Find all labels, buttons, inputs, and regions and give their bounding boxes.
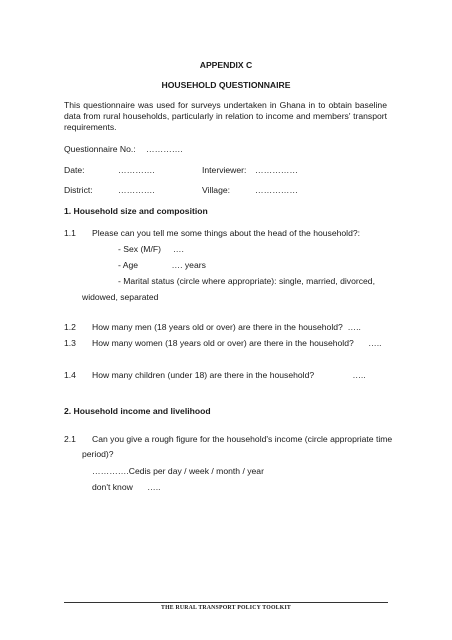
appendix-label: APPENDIX C [199, 60, 253, 70]
footer-rule [64, 602, 388, 603]
question-1-4-text: How many children (under 18) are there in the household? ….. [92, 370, 366, 380]
interviewer-label: Interviewer: [202, 165, 247, 175]
question-2-1-continuation: period)? [82, 449, 114, 459]
question-1-3-text: How many women (18 years old or over) are there in the household? ….. [92, 338, 382, 348]
marital-status-continuation: widowed, separated [82, 292, 159, 302]
question-2-1-text: Can you give a rough figure for the household's income (circle appropriate time [92, 434, 393, 444]
sex-item: - Sex (M/F) …. [118, 244, 184, 254]
page-title: HOUSEHOLD QUESTIONNAIRE [161, 80, 291, 90]
questionnaire-no-value: …………. [146, 144, 183, 154]
question-1-2-number: 1.2 [64, 322, 76, 332]
district-label: District: [64, 185, 93, 195]
age-item: - Age …. years [118, 260, 206, 270]
district-value: …………. [118, 185, 155, 195]
questionnaire-no-label: Questionnaire No.: [64, 144, 136, 154]
question-1-4-number: 1.4 [64, 370, 76, 380]
marital-status-item: - Marital status (circle where appropriate): single, married, divorced, [118, 276, 375, 286]
question-1-1-number: 1.1 [64, 228, 76, 238]
question-1-1-text: Please can you tell me some things about the head of the household?: [92, 228, 361, 238]
village-value: …………… [255, 185, 298, 195]
village-label: Village: [202, 185, 231, 195]
date-value: …………. [118, 165, 155, 175]
dont-know-item: don't know ….. [92, 482, 161, 492]
interviewer-value: …………… [255, 165, 298, 175]
date-label: Date: [64, 165, 85, 175]
question-2-1-number: 2.1 [64, 434, 76, 444]
income-period-item: ………….Cedis per day / week / month / year [92, 466, 264, 476]
question-1-3-number: 1.3 [64, 338, 76, 348]
section-2-heading: 2. Household income and livelihood [64, 406, 211, 416]
page-footer: THE RURAL TRANSPORT POLICY TOOLKIT [161, 605, 291, 611]
section-1-heading: 1. Household size and composition [64, 206, 208, 216]
question-1-2-text: How many men (18 years old or over) are there in the household? ….. [92, 322, 361, 332]
intro-paragraph: This questionnaire was used for surveys undertaken in Ghana in to obtain baseline data from rural households, particularly in relation to income and members' transport requirements. [64, 100, 387, 132]
